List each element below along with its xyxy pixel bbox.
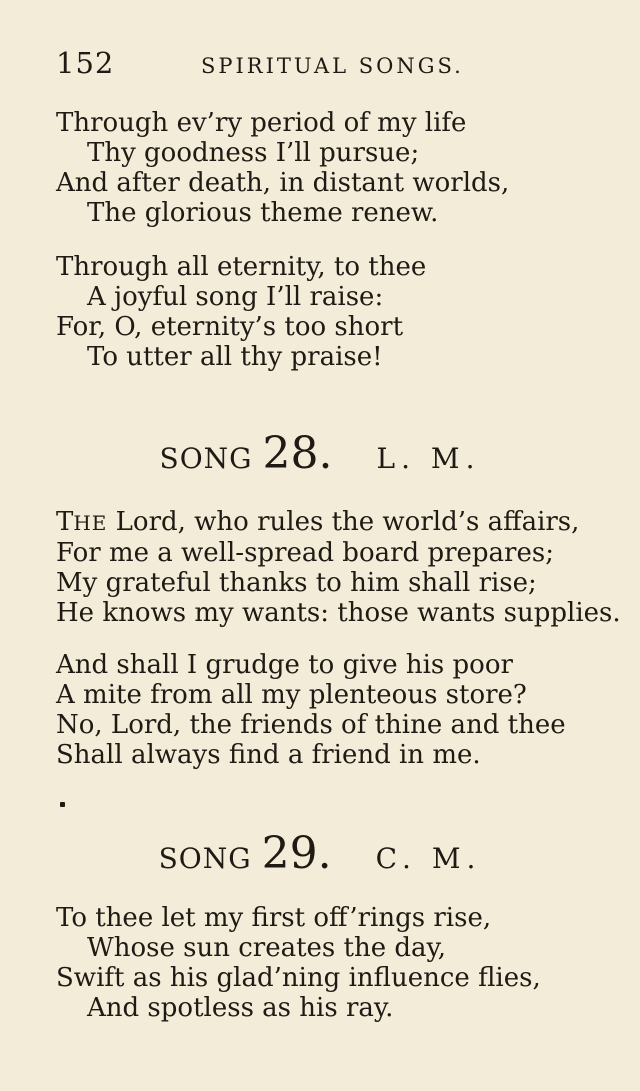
page-header	[56, 46, 600, 86]
verse-line: Whose sun creates the day,	[87, 933, 447, 963]
verse-line: Thy goodness I’ll pursue;	[87, 138, 420, 168]
song-word: SONG	[159, 442, 253, 475]
verse-line: Shall always find a friend in me.	[56, 740, 481, 770]
song-word: SONG	[158, 842, 252, 875]
stanza-top-2	[56, 252, 426, 372]
page-number: 152	[56, 46, 115, 80]
verse-line: To thee let my first off’rings rise,	[56, 903, 492, 933]
verse-line: For, O, eternity’s too short	[56, 312, 404, 342]
verse-line: My grateful thanks to him shall rise;	[56, 568, 537, 598]
song-number: 29.	[261, 828, 332, 879]
verse-line: Through ev’ry period of my life	[56, 108, 467, 138]
verse-line: And shall I grudge to give his poor	[56, 650, 513, 680]
initial-smallcaps: HE	[73, 511, 108, 535]
verse-line-first	[56, 507, 621, 538]
stanza-top-1	[56, 108, 509, 228]
ink-speck	[60, 802, 65, 807]
verse-line: To utter all thy praise!	[87, 342, 383, 372]
running-title: SPIRITUAL SONGS.	[201, 54, 464, 78]
verse-line: Through all eternity, to thee	[56, 252, 427, 282]
song-29-stanza-1	[56, 903, 541, 1023]
verse-line: He knows my wants: those wants supplies.	[56, 598, 621, 628]
song-28-heading	[0, 428, 640, 479]
verse-line: A joyful song I’ll raise:	[87, 282, 384, 312]
verse-line: And after death, in distant worlds,	[56, 168, 510, 198]
song-29-heading	[0, 828, 640, 879]
song-28-stanza-1	[56, 507, 621, 628]
verse-line: No, Lord, the friends of thine and thee	[56, 710, 566, 740]
verse-line: For me a well-spread board prepares;	[56, 538, 554, 568]
song-number: 28.	[262, 428, 333, 479]
song-28-stanza-2	[56, 650, 566, 770]
first-line-rest: Lord, who rules the world’s affairs,	[107, 507, 580, 537]
verse-line: And spotless as his ray.	[87, 993, 394, 1023]
verse-line: The glorious theme renew.	[87, 198, 439, 228]
song-meter: L. M.	[376, 442, 481, 475]
verse-line: A mite from all my plenteous store?	[56, 680, 527, 710]
verse-line: Swift as his glad’ning influence flies,	[56, 963, 541, 993]
song-meter: C. M.	[375, 842, 482, 875]
initial-capital: T	[56, 507, 74, 537]
